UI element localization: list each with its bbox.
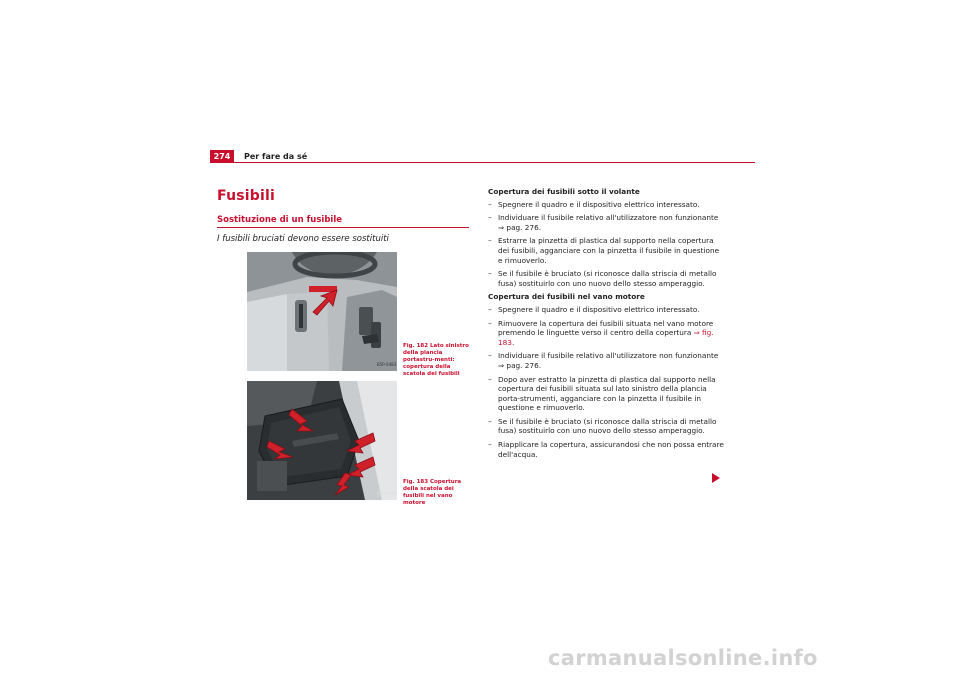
list-item bbox=[488, 417, 724, 436]
step-text: Se il fusibile è bruciato (si riconosce dalla striscia di metallo fusa) sostituirlo con uno nuovo dello stesso amperaggio. bbox=[498, 269, 717, 288]
figure-code: B5P-0199 bbox=[377, 491, 397, 496]
step-text: Rimuovere la copertura dei fusibili situata nel vano motore premendo le linguette verso il centro della copertura bbox=[498, 318, 714, 338]
subsection-title: Sostituzione di un fusibile bbox=[217, 215, 343, 225]
step-text: Dopo aver estratto la pinzetta di plastica dal supporto nella copertura dei fusibili situata sul lato sinistro della plancia porta-strumenti, agganciare con la pinzetta il fusibile in questione e rimuoverlo. bbox=[498, 374, 716, 413]
figure-link[interactable]: ⇒ fig. 183 bbox=[498, 328, 714, 347]
page-number-text: 274 bbox=[213, 152, 231, 161]
list-item bbox=[488, 440, 724, 459]
running-head: Per fare da sé bbox=[244, 152, 308, 161]
figure-182-image bbox=[247, 252, 397, 371]
list-item bbox=[488, 213, 724, 232]
page-ref: ⇒ pag. 276. bbox=[498, 360, 542, 370]
block2-steps bbox=[488, 305, 724, 459]
step-text: Individuare il fusibile relativo all'utilizzatore non funzionante bbox=[498, 213, 719, 223]
list-item bbox=[488, 200, 724, 210]
block1-title: Copertura dei fusibili sotto il volante bbox=[488, 187, 640, 196]
step-text: Riapplicare la copertura, assicurandosi che non possa entrare dell'acqua. bbox=[498, 440, 724, 459]
watermark: carmanualsonline.info bbox=[548, 646, 818, 670]
step-text: Spegnere il quadro e il dispositivo elettrico interessato. bbox=[498, 199, 700, 209]
figure-183-caption: Fig. 183 Copertura della scatola dei fusibili nel vano motore bbox=[403, 479, 462, 506]
intro-text: I fusibili bruciati devono essere sostituiti bbox=[217, 234, 389, 244]
subsection-rule bbox=[217, 227, 469, 228]
dashboard-fuse-cover-illustration bbox=[247, 252, 397, 371]
list-item bbox=[488, 351, 724, 370]
instructions-column bbox=[488, 187, 724, 463]
list-item bbox=[488, 305, 724, 315]
step-text: Se il fusibile è bruciato (si riconosce dalla striscia di metallo fusa) sostituirlo con uno nuovo dello stesso amperaggio. bbox=[498, 416, 717, 436]
list-item bbox=[488, 236, 724, 265]
step-text: Individuare il fusibile relativo all'utilizzatore non funzionante bbox=[498, 351, 719, 361]
block2-title: Copertura dei fusibili nel vano motore bbox=[488, 292, 645, 302]
continue-arrow-icon bbox=[712, 473, 720, 483]
step-text: Spegnere il quadro e il dispositivo elettrico interessato. bbox=[498, 304, 700, 314]
list-item: – Rimuovere la copertura dei fusibili situata nel vano motore premendo le linguette verso il centro della copertura ⇒ fig. 183. bbox=[488, 319, 724, 348]
block1-steps bbox=[488, 200, 724, 289]
header-rule bbox=[210, 162, 755, 163]
section-title: Fusibili bbox=[217, 188, 275, 204]
list-item bbox=[488, 269, 724, 288]
figure-code: B5P-0483 bbox=[377, 362, 397, 367]
list-item bbox=[488, 375, 724, 413]
page-ref: ⇒ pag. 276. bbox=[498, 222, 542, 232]
step-text: Estrarre la pinzetta di plastica dal supporto nella copertura dei fusibili, agganciare con la pinzetta il fusibile in questione e rimuoverlo. bbox=[498, 236, 720, 265]
figure-183-image bbox=[247, 381, 397, 500]
engine-fuse-cover-illustration bbox=[247, 381, 397, 500]
figure-182-caption: Fig. 182 Lato sinistro della plancia portastru-menti: copertura della scatola dei fusibili bbox=[403, 343, 469, 377]
